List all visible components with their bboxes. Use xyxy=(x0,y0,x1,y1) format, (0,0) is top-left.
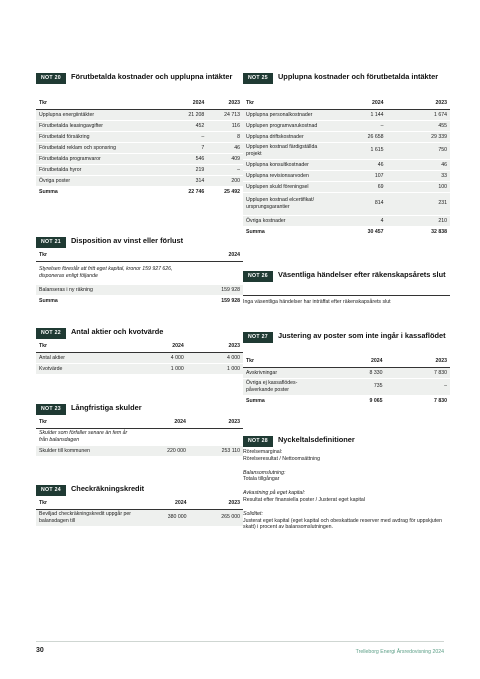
note-27 xyxy=(243,331,450,407)
cell: Upplupna energiintäkter xyxy=(39,111,95,118)
definition-text: Totala tillgångar xyxy=(243,476,280,483)
cell: Förutbetald försäkring xyxy=(39,133,90,140)
note-title: Disposition av vinst eller förlust xyxy=(70,236,184,245)
table-header-row xyxy=(243,356,450,367)
table-row xyxy=(243,109,450,120)
col-header: 2023 xyxy=(228,500,240,507)
cell: Upplupna konsultkostnader xyxy=(246,161,309,168)
note-22-table xyxy=(36,341,243,375)
cell: Upplupen kostnad elcertifikat/ ursprungsgarantier xyxy=(246,197,315,210)
cell xyxy=(189,428,243,445)
note-21 xyxy=(36,236,243,307)
col-header: 2024 xyxy=(370,358,383,365)
note-badge: NOT 24 xyxy=(36,485,66,496)
cell: 159 928 xyxy=(221,286,240,293)
note-23-table xyxy=(36,417,243,457)
cell: 7 xyxy=(201,144,205,151)
note-27-table xyxy=(243,356,450,407)
cell: 116 xyxy=(231,122,240,129)
note-title: Antal aktier och kvotvärde xyxy=(70,327,164,336)
sum-row xyxy=(36,186,243,197)
definition xyxy=(243,511,450,531)
cell: 46 xyxy=(377,161,384,168)
table-row xyxy=(36,261,243,284)
cell: 7 830 xyxy=(434,369,447,376)
cell: Summa xyxy=(246,228,265,235)
table-row xyxy=(36,428,243,445)
note-badge: NOT 26 xyxy=(243,271,273,282)
table-row xyxy=(243,142,450,159)
cell: Upplupen programvarukostnad xyxy=(246,122,318,129)
cell: 26 658 xyxy=(367,133,384,140)
note-28 xyxy=(243,435,450,538)
cell: Övriga ej kassaflödes-påverkande poster xyxy=(246,380,298,393)
table-row xyxy=(243,170,450,181)
cell: 9 065 xyxy=(369,397,383,404)
cell: 69 xyxy=(377,183,384,190)
cell: Övriga poster xyxy=(39,177,71,184)
cell: Förutbetalda hyror xyxy=(39,166,82,173)
col-header: 2023 xyxy=(435,100,447,107)
cell: 4 000 xyxy=(227,354,240,361)
table-row xyxy=(243,378,450,395)
cell: 30 457 xyxy=(367,228,384,235)
note-title: Långfristiga skulder xyxy=(70,403,142,412)
col-header: Tkr xyxy=(39,500,48,507)
cell: Upplupen kostnad färdigställda projekt xyxy=(246,144,318,157)
cell: 455 xyxy=(438,122,447,129)
table-row xyxy=(36,109,243,120)
table-header-row xyxy=(36,341,243,352)
col-header: Tkr xyxy=(246,358,255,365)
note-badge: NOT 28 xyxy=(243,436,273,447)
note-20 xyxy=(36,72,243,198)
cell: 219 xyxy=(195,166,205,173)
col-header: 2024 xyxy=(192,100,205,107)
cell: Upplupna driftskostnader xyxy=(246,133,304,140)
cell: 33 xyxy=(441,172,447,179)
table-row xyxy=(243,192,450,215)
note-title: Förutbetalda kostnader och upplupna intäkter xyxy=(70,72,233,81)
definition xyxy=(243,490,450,504)
note-badge: NOT 27 xyxy=(243,332,273,343)
col-header: Tkr xyxy=(39,343,48,350)
cell: 24 713 xyxy=(224,111,240,118)
col-header: 2024 xyxy=(174,419,186,426)
table-row xyxy=(243,131,450,142)
definition xyxy=(243,449,450,463)
cell: Summa xyxy=(39,188,58,195)
cell: Styrelsen föreslår att fritt eget kapital, kronor 159 927 626, disponeras enligt följande xyxy=(39,266,173,279)
note-24-table xyxy=(36,498,243,527)
note-25 xyxy=(243,72,450,238)
table-row xyxy=(36,120,243,131)
cell: 159 928 xyxy=(221,297,240,304)
note-title: Justering av poster som inte ingår i kassaflödet xyxy=(277,331,446,340)
table-row xyxy=(36,509,243,526)
cell: 22 746 xyxy=(188,188,205,195)
table-row xyxy=(36,363,243,374)
note-25-table xyxy=(243,98,450,238)
cell: 8 xyxy=(237,133,240,140)
cell: 265 000 xyxy=(221,514,240,521)
cell: 1 144 xyxy=(370,111,384,118)
table-header-row xyxy=(36,417,243,428)
cell: 452 xyxy=(195,122,205,129)
cell: 46 xyxy=(234,144,240,151)
cell: Övriga kostnader xyxy=(246,217,286,224)
definition-term: Balansomslutning: xyxy=(243,469,286,476)
table-row xyxy=(36,131,243,142)
note-title: Upplupna kostnader och förutbetalda intäkter xyxy=(277,72,439,81)
col-header: Tkr xyxy=(39,252,48,259)
cell: – xyxy=(201,133,205,140)
cell: Skulder till kommunen xyxy=(39,447,91,454)
page-number: 30 xyxy=(36,647,44,654)
cell: 7 830 xyxy=(434,397,447,404)
table-row xyxy=(36,284,243,295)
table-row xyxy=(36,142,243,153)
cell: Förutbetald reklam och sponsring xyxy=(39,144,116,151)
cell: Kvotvärde xyxy=(39,365,63,372)
col-header: 2023 xyxy=(228,100,240,107)
col-header: 2023 xyxy=(228,343,240,350)
definition-term: Soliditet: xyxy=(243,510,263,517)
table-row xyxy=(36,153,243,164)
note-badge: NOT 25 xyxy=(243,73,273,84)
table-row xyxy=(36,445,243,456)
note-title: Nyckeltalsdefinitioner xyxy=(277,435,355,444)
cell: 1 615 xyxy=(370,147,384,154)
cell: 107 xyxy=(374,172,384,179)
cell: Summa xyxy=(246,397,265,404)
cell: Förutbetalda leasingavgifter xyxy=(39,122,104,129)
cell: 100 xyxy=(438,183,447,190)
col-header: 2023 xyxy=(228,419,240,426)
table-row xyxy=(243,367,450,378)
col-header: 2024 xyxy=(371,100,384,107)
cell: Beviljad checkräkningskredit uppgår per balansdagen till xyxy=(39,511,131,524)
cell: – xyxy=(237,166,240,173)
cell: 380 000 xyxy=(167,514,187,521)
definition-term: Rörelsemarginal: xyxy=(243,449,283,455)
cell: 231 xyxy=(438,200,447,207)
cell: Skulder som förfaller senare än fem år från balansdagen xyxy=(39,430,128,443)
cell: 4 xyxy=(380,217,384,224)
cell: Balanseras i ny räkning xyxy=(39,286,93,293)
cell: 1 000 xyxy=(227,365,240,372)
note-26-text: Inga väsentliga händelser har inträffat efter räkenskapsårets slut xyxy=(243,295,450,306)
table-row xyxy=(36,352,243,363)
cell: Avskrivningar xyxy=(246,369,278,376)
cell: Upplupna personalkostnader xyxy=(246,111,313,118)
definition-term: Avkastning på eget kapital: xyxy=(243,490,305,497)
sum-row xyxy=(243,395,450,406)
table-row xyxy=(36,175,243,186)
table-row xyxy=(36,164,243,175)
cell: 409 xyxy=(231,155,240,162)
col-header: Tkr xyxy=(39,100,48,107)
cell: 1 674 xyxy=(434,111,447,118)
cell: 8 330 xyxy=(369,369,383,376)
cell: 32 838 xyxy=(431,228,447,235)
cell: Upplupna revisionsarvoden xyxy=(246,172,309,179)
cell: 814 xyxy=(374,200,384,207)
note-21-table xyxy=(36,250,243,307)
col-header: 2024 xyxy=(172,343,184,350)
sum-row xyxy=(36,295,243,306)
footer-brand: Trelleborg Energi Årsredovisning 2024 xyxy=(355,649,444,655)
cell: 253 110 xyxy=(221,447,240,454)
cell: 750 xyxy=(438,147,447,154)
cell: 210 xyxy=(438,217,447,224)
definition-text: Rörelseresultat / Nettoomsättning xyxy=(243,455,320,462)
note-badge: NOT 20 xyxy=(36,73,66,84)
table-row xyxy=(243,159,450,170)
cell: 25 492 xyxy=(224,188,240,195)
cell: 21 208 xyxy=(188,111,205,118)
cell: – xyxy=(444,383,447,390)
table-header-row xyxy=(36,98,243,109)
cell: 546 xyxy=(195,155,205,162)
cell: Summa xyxy=(39,297,58,304)
note-title: Checkräkningskredit xyxy=(70,484,145,493)
note-badge: NOT 22 xyxy=(36,328,66,339)
note-title: Väsentliga händelser efter räkenskapsårets slut xyxy=(277,270,446,279)
definition xyxy=(243,470,450,484)
sum-row xyxy=(243,226,450,237)
table-row xyxy=(243,181,450,192)
note-23 xyxy=(36,403,243,457)
note-badge: NOT 21 xyxy=(36,237,66,248)
col-header: 2024 xyxy=(174,500,187,507)
cell: 1 000 xyxy=(170,365,184,372)
table-header-row xyxy=(36,498,243,509)
cell: 4 000 xyxy=(170,354,184,361)
table-row xyxy=(243,215,450,226)
cell xyxy=(184,261,243,284)
definition-text: Justerat eget kapital (eget kapital och obeskattade reserver med avdrag för uppskjuten skatt) i procent av balansomslutningen. xyxy=(243,517,442,531)
cell: Antal aktier xyxy=(39,354,65,361)
table-row xyxy=(243,120,450,131)
cell: 200 xyxy=(231,177,240,184)
col-header: Tkr xyxy=(246,100,255,107)
cell: 220 000 xyxy=(167,447,186,454)
footer-divider xyxy=(36,641,444,642)
cell: 314 xyxy=(195,177,205,184)
cell xyxy=(134,428,189,445)
note-26 xyxy=(243,270,450,306)
col-header: Tkr xyxy=(39,419,48,426)
cell: 29 339 xyxy=(431,133,447,140)
col-header: 2024 xyxy=(228,252,240,259)
cell: – xyxy=(380,122,384,129)
table-header-row xyxy=(36,250,243,261)
table-header-row xyxy=(243,98,450,109)
definition-text: Resultat efter finansiella poster / Justerat eget kapital xyxy=(243,496,365,503)
note-20-table xyxy=(36,98,243,198)
cell: Upplupen skuld föreningsel xyxy=(246,183,309,190)
cell: 735 xyxy=(373,383,383,390)
col-header: 2023 xyxy=(435,358,447,365)
cell: 46 xyxy=(441,161,447,168)
note-22 xyxy=(36,327,243,375)
note-badge: NOT 23 xyxy=(36,404,66,415)
cell: Förutbetalda programvaror xyxy=(39,155,101,162)
note-24 xyxy=(36,484,243,527)
